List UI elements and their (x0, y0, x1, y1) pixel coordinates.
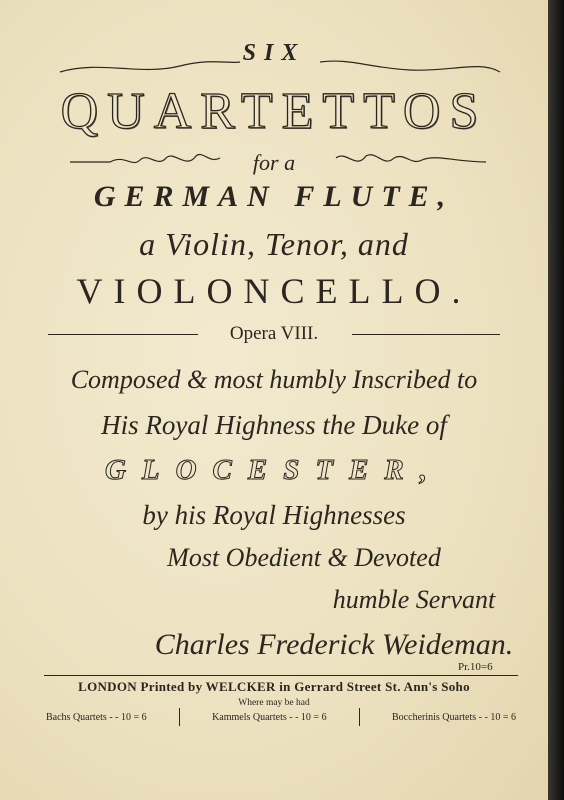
dedication-line-5: humble Servant (332, 585, 496, 614)
dedication-line-4: Most Obedient & Devoted (167, 543, 441, 572)
dedication-line-1: Composed & most humbly Inscribed to (70, 365, 478, 394)
right-flourish-top (320, 50, 500, 80)
where-line: Where may be had (238, 698, 310, 708)
german-flute-heading: GERMAN FLUTE, (93, 180, 455, 213)
advertisement-list (46, 708, 516, 726)
ad-item: Bachs Quartets - - 10 = 6 (46, 711, 147, 723)
opus-number: Opera VIII. (229, 323, 319, 344)
instruments-line: a Violin, Tenor, and (139, 226, 409, 262)
violoncello-heading: VIOLONCELLO. (76, 271, 472, 311)
composer-signature: Charles Frederick Weideman. (154, 628, 514, 661)
publisher-line: LONDON Printed by WELCKER in Gerrard Street St. Ann's Soho (78, 679, 470, 694)
price-label: Pr.10=6 (458, 661, 493, 673)
dedicatee-name: GLOCESTER, (104, 454, 444, 486)
ad-item: Kammels Quartets - - 10 = 6 (212, 711, 327, 723)
dedication-line-3: by his Royal Highnesses (142, 500, 406, 530)
ad-item: Boccherinis Quartets - - 10 = 6 (392, 711, 516, 723)
imprint-rule (44, 675, 518, 676)
for-a-text: for a (252, 150, 296, 175)
right-flourish-fora (326, 148, 486, 174)
page-edge-shadow (548, 0, 564, 800)
opus-rule-right (352, 334, 500, 335)
six-heading: SIX (242, 40, 306, 66)
dedication-line-2: His Royal Highness the Duke of (101, 410, 447, 440)
main-title: QUARTETTOS (60, 83, 488, 140)
divider (179, 708, 180, 726)
divider (359, 708, 360, 726)
